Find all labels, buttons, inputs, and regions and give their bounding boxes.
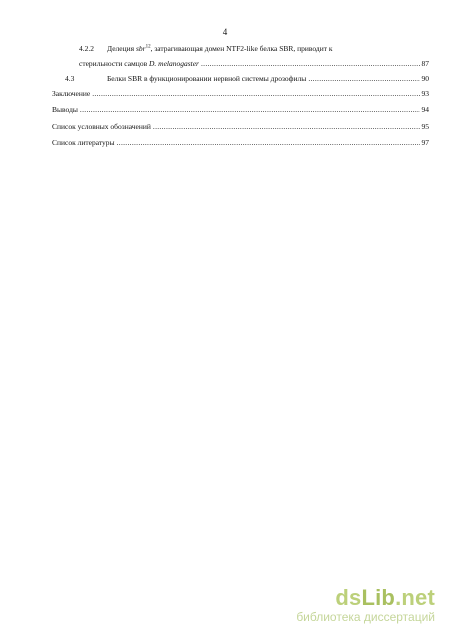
toc-title: Заключение — [52, 89, 91, 98]
toc-page: 87 — [421, 59, 429, 68]
watermark-tagline: библиотека диссертаций — [296, 610, 435, 624]
toc-entry-conclusion[interactable] — [52, 89, 429, 98]
toc-title: Список литературы — [52, 138, 115, 147]
toc-title: Выводы — [52, 105, 78, 114]
toc-page: 93 — [421, 89, 429, 98]
toc-leader-dots — [201, 59, 420, 68]
toc-page: 97 — [421, 138, 429, 147]
toc-entry-4-2-2[interactable] — [79, 44, 333, 53]
toc-leader-dots — [92, 89, 419, 98]
toc-leader-dots — [153, 122, 420, 131]
toc-title-line2: стерильности самцов D. melanogaster — [79, 59, 199, 68]
toc-page: 94 — [421, 105, 429, 114]
toc-leader-dots — [308, 74, 419, 83]
toc-title-line1: Делеция sbr$^{12}$, затрагивающая домен NTF2-like белка SBR, приводит к — [107, 44, 333, 53]
toc-entry-findings[interactable] — [52, 105, 429, 114]
toc-entry-4-3[interactable] — [65, 74, 429, 83]
toc-title: Белки SBR в функционировании нервной системы дрозофилы — [107, 74, 307, 83]
toc-leader-dots — [117, 138, 420, 147]
toc-leader-dots — [80, 105, 420, 114]
toc-number: 4.2.2 — [79, 44, 94, 53]
watermark — [296, 587, 435, 624]
toc-entry-4-2-2-cont[interactable] — [79, 59, 429, 68]
toc-number: 4.3 — [65, 74, 75, 83]
toc-entry-references[interactable] — [52, 138, 429, 147]
toc-entry-abbreviations[interactable] — [52, 122, 429, 131]
watermark-logo: dsLib.net — [335, 585, 435, 610]
page-number: 4 — [222, 27, 228, 37]
toc-title: Список условных обозначений — [52, 122, 151, 131]
toc-page: 90 — [421, 74, 429, 83]
toc-page: 95 — [421, 122, 429, 131]
